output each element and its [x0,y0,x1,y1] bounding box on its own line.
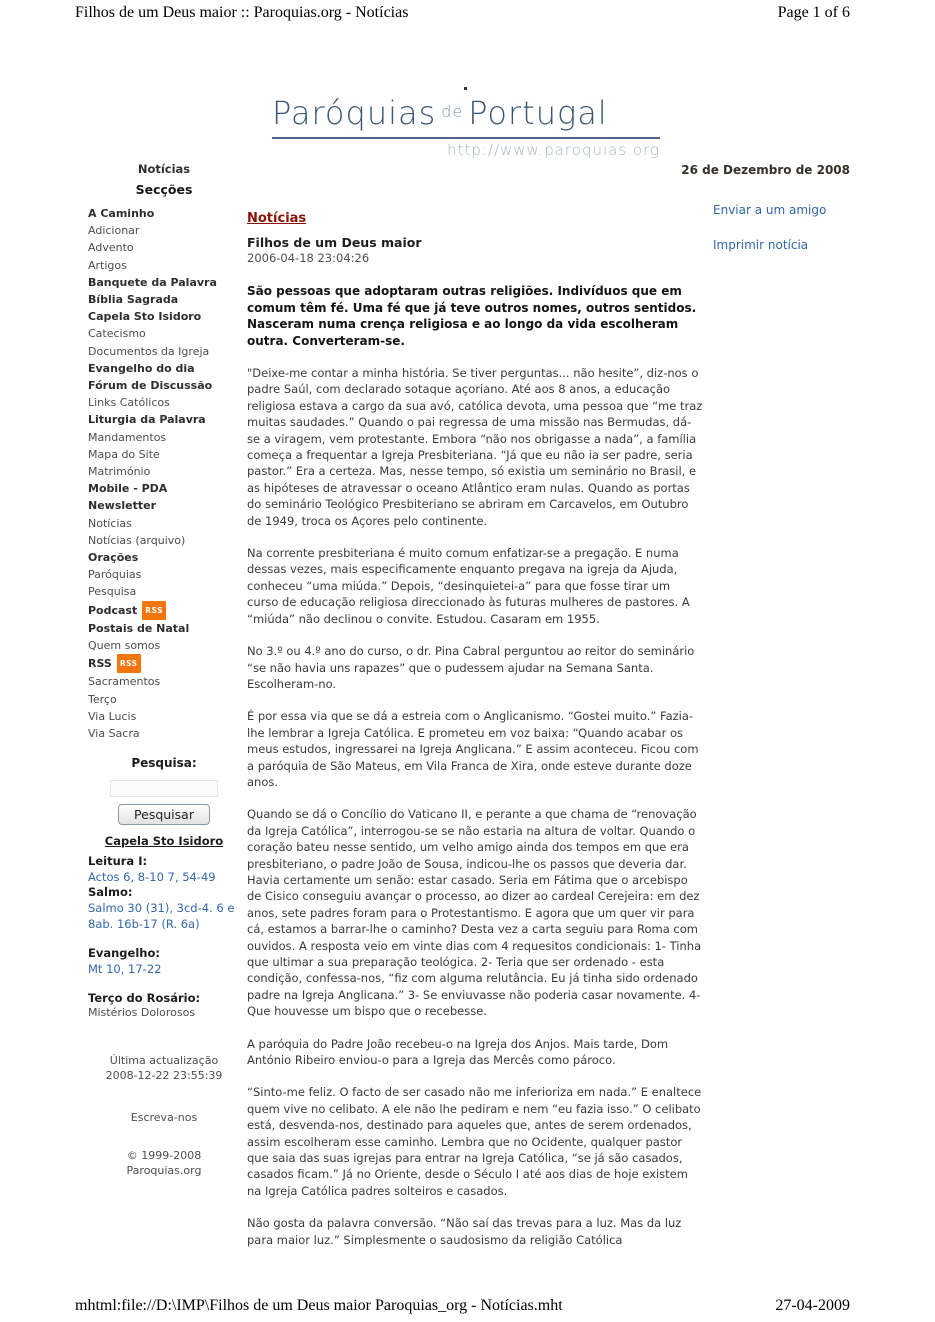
sidebar-item-via-sacra[interactable] [88,725,240,742]
sidebar-item-noticias-arquivo[interactable] [88,532,240,549]
sidebar-nav [88,205,240,742]
sidebar-item-links-catolicos[interactable] [88,394,240,411]
sidebar-item-label: Artigos [88,258,127,272]
sidebar-item-label: Newsletter [88,499,157,513]
sidebar-item-banquete-da-palavra[interactable] [88,274,240,291]
enviar-a-um-amigo-link[interactable]: Enviar a um amigo [713,203,827,217]
site-logo[interactable] [272,96,660,159]
article-paragraph: Na corrente presbiteriana é muito comum enfatizar-se a pregação. E numa dessas vezes, mais especificamente enquanto pregava na igreja da Ajuda, conheceu “uma miúda.” Depois, “desinquietei-a” para que fosse tirar um curso de educação religiosa direccionado às futuras mulheres de pastores. A “miúda” não declinou o convite. Estudou. Casaram em 1955. [247,546,690,626]
print-footer-path: mhtml:file://D:\IMP\Filhos de um Deus maior Paroquias_org - Notícias.mht [75,1297,563,1314]
print-header [75,4,850,22]
sidebar-item-label: Via Lucis [88,709,137,723]
site-logo-text [272,96,660,136]
reading-link-leitura-i[interactable]: Actos 6, 8-10 7, 54-49 [88,870,216,885]
sidebar-item-label: Adicionar [88,224,140,238]
article [247,207,704,1248]
sidebar-item-label: Postais de Natal [88,621,190,635]
search-input[interactable] [110,780,218,797]
sidebar-item-quem-somos[interactable] [88,637,240,654]
sidebar-sections-heading: Secções [135,182,193,197]
sidebar-item-label: Banquete da Palavra [88,275,217,289]
reading-label-salmo: Salmo: [88,885,133,900]
article-paragraph: A paróquia do Padre João recebeu-o na Igreja dos Anjos. Mais tarde, Dom António Ribeiro enviou-o para a Igreja das Mercês como pároco. [247,1036,669,1068]
print-footer [75,1297,850,1315]
article-paragraph: No 3.º ou 4.º ano do curso, o dr. Pina Cabral perguntou ao reitor do seminário “se não havia uns rapazes” que o pudessem ajudar na Semana Santa. Escolheram-no. [247,644,695,691]
sidebar-item-matrimonio[interactable] [88,463,240,480]
article-paragraph: "Deixe-me contar a minha história. Se tiver perguntas... não hesite”, diz-nos o padre Saúl, com declarado sotaque açoriano. Até aos 8 anos, a educação religiosa estava a cargo da sua avó, católica devota, uma pessoa que “me traz muitas saudades.” Quando o pai regressa de uma missão nas Bermudas, dá-se a viragem, vem protestante. Embora “não nos obrigasse a nada”, a família começa a frequentar a Igreja Presbiteriana. “Já que eu não ia ser padre, seria pastor.” Era a certeza. Mas, nesse tempo, só existia um seminário no Brasil, e as hipóteses de atravessar o oceano Atlântico eram nulas. Quando as portas do seminário Teológico Presbiteriano se abriram em Carcavelos, em Outubro de 1949, troca os Açores pelo continente. [247,366,703,528]
article-body [247,365,704,1248]
print-header-title: Filhos de um Deus maior :: Paroquias.org - Notícias [75,4,409,21]
logo-rule [272,137,660,139]
sidebar-item-mobile-pda[interactable] [88,480,240,497]
sidebar-item-adicionar[interactable] [88,222,240,239]
sidebar-item-label: Links Católicos [88,396,170,410]
sidebar-item-artigos[interactable] [88,257,240,274]
sidebar-item-a-caminho[interactable] [88,205,240,222]
sidebar-item-label: Advento [88,241,134,255]
sidebar-item-label: Liturgia da Palavra [88,413,206,427]
sidebar-item-pesquisa[interactable] [88,583,240,600]
sidebar-item-label: Terço [88,692,117,706]
sidebar-item-oracoes[interactable] [88,549,240,566]
article-title: Filhos de um Deus maior [247,235,422,250]
print-header-page-number: Page 1 of 6 [777,4,850,21]
site-url: http://www.paroquias.org [447,141,660,159]
article-datetime: 2006-04-18 23:04:26 [247,251,370,265]
article-lead: São pessoas que adoptaram outras religiões. Indivíduos que em comum têm fé. Uma fé que já teve outros nomes, outros sentidos. Nasceram numa crença religiosa e ao longo da vida escolheram outra. Converteram-se. [247,284,697,348]
sidebar-item-documentos-da-igreja[interactable] [88,343,240,360]
sidebar-item-label: Via Sacra [88,727,140,741]
sidebar-item-label: Documentos da Igreja [88,344,210,358]
sidebar-item-paroquias[interactable] [88,566,240,583]
sidebar-title-noticias[interactable]: Notícias [137,162,191,176]
print-footer-date: 27-04-2009 [775,1297,850,1314]
sidebar-item-liturgia-da-palavra[interactable] [88,411,240,428]
sidebar-item-label: RSS [88,657,112,671]
chapel-readings [88,854,240,977]
sidebar-item-capela-sto-isidoro[interactable] [88,308,240,325]
sidebar-item-evangelho-do-dia[interactable] [88,360,240,377]
contact-link[interactable]: Escreva-nos [130,1111,198,1125]
sidebar-item-forum-de-discussao[interactable] [88,377,240,394]
sidebar-item-via-lucis[interactable] [88,708,240,725]
sidebar-item-label: Pesquisa [88,585,137,599]
sidebar-item-biblia-sagrada[interactable] [88,291,240,308]
copyright-years: © 1999-2008 [126,1149,202,1163]
chapel-title-link[interactable]: Capela Sto Isidoro [104,834,224,849]
sidebar-item-mapa-do-site[interactable] [88,446,240,463]
article-paragraph: É por essa via que se dá a estreia com o Anglicanismo. “Gostei muito.” Fazia-lhe lembrar a Igreja Católica. E prometeu em voz baixa: “Quando acabar os meus estudos, ingressarei na Igreja Anglicana.” E assim aconteceu. Ficou com a paróquia de São Mateus, em Vila Franca de Xira, onde esteve durante doze anos. [247,709,699,789]
sidebar-item-label: Bíblia Sagrada [88,293,179,307]
sidebar-item-terco[interactable] [88,691,240,708]
sidebar-item-sacramentos[interactable] [88,673,240,690]
copyright-site: Paroquias.org [126,1164,202,1178]
logo-word-paroquias: Paróquias [272,94,437,132]
search-label: Pesquisa: [131,756,197,771]
logo-word-portugal: Portugal [468,94,608,132]
sidebar-item-newsletter[interactable] [88,497,240,514]
current-date: 26 de Dezembro de 2008 [681,163,850,177]
sidebar-item-rss[interactable] [88,654,240,673]
rss-feed-icon[interactable]: RSS [142,601,166,620]
article-paragraph: Não gosta da palavra conversão. “Não saí das trevas para a luz. Mas da luz para maior luz.” Simplesmente o saudosismo da religião Católica [247,1216,682,1247]
sidebar-item-catecismo[interactable] [88,325,240,342]
search-button[interactable]: Pesquisar [118,804,210,825]
sidebar-item-label: Sacramentos [88,675,161,689]
article-paragraph: “Sinto-me feliz. O facto de ser casado não me inferioriza em nada.” E enaltece quem vive no celibato. A ele não lhe pediram e nem “eu fazia isso.” O celibato está, desvenda-nos, destinado para aqueles que, antes de serem ordenados, assim escolheram esse caminho. Lembra que no Ocidente, qualquer pastor que saia das suas igrejas para entrar na Igreja Católica, “se já são casados, casados ficam.” Já no Oriente, desde o Século I até aos dias de hoje existem na Igreja Católica padres solteiros e casados. [247,1085,702,1198]
sidebar-item-label: Podcast [88,603,138,617]
sidebar-item-label: Matrimónio [88,465,151,479]
sidebar-item-label: Evangelho do dia [88,361,195,375]
sidebar-item-podcast[interactable] [88,601,240,620]
sidebar-item-noticias[interactable] [88,515,240,532]
noticias-section-link[interactable]: Notícias [247,211,307,226]
sidebar-item-advento[interactable] [88,239,240,256]
sidebar-item-label: Paróquias [88,568,142,582]
reading-link-salmo[interactable]: Salmo 30 (31), 3cd-4. 6 e 8ab. 16b-17 (R. 6a) [88,901,235,932]
last-update-label: Última actualização [109,1054,219,1068]
last-update [88,1053,240,1083]
imprimir-noticia-link[interactable]: Imprimir notícia [713,238,809,252]
sidebar-item-label: Mobile - PDA [88,482,168,496]
rosary-label: Terço do Rosário: [88,991,201,1006]
sidebar-item-label: Fórum de Discussão [88,379,213,393]
sidebar-item-label: Notícias (arquivo) [88,533,186,547]
article-actions [713,203,826,273]
reading-label-leitura-i: Leitura I: [88,854,148,869]
sidebar-item-label: A Caminho [88,207,155,220]
logo-dot-icon [464,87,467,90]
sidebar-item-label: Notícias [88,516,132,530]
sidebar-item-label: Catecismo [88,327,146,341]
article-paragraph: Quando se dá o Concílio do Vaticano II, e perante a que chama de “renovação da Igreja Católica”, interrogou-se se não estaria na altura de voltar. Quando o coração bateu nesse sentido, um velho amigo ainda dos tempos em que era presbiteriano, o padre João de Sousa, indicou-lhe os passos que deveria dar. Havia certamente um senão: estar casado. Seria em Fátima que o arcebispo de Cisico conseguiu avançar o processo, ao dizer ao cardeal Cerejeira: em dez anos, sete padres foram para o Protestantismo. E agora que um quer vir para cá, estamos a barrar-lhe o caminho? Desta vez a carta seguiu para Roma com ouvidos. A resposta veio em vinte dias com 4 requesitos condicionais: 1- Tinha que ultimar a sua preparação teológica. 2- Teria que ser ordenado - esta condição, confessa-nos, “fiz com alguma relutância. Eu já tinha sido ordenado padre na Igreja Anglicana.” 3- Se enviuvasse não poderia casar novamente. 4- Que houvesse um bispo que o recebesse. [247,807,702,1019]
sidebar-item-label: Mapa do Site [88,447,160,461]
sidebar [88,162,240,1178]
sidebar-item-mandamentos[interactable] [88,429,240,446]
reading-label-evangelho: Evangelho: [88,946,160,961]
sidebar-item-label: Mandamentos [88,430,167,444]
logo-word-de: de [441,102,464,121]
last-update-timestamp: 2008-12-22 23:55:39 [105,1069,223,1083]
copyright [88,1148,240,1178]
sidebar-item-postais-de-natal[interactable] [88,620,240,637]
reading-link-evangelho[interactable]: Mt 10, 17-22 [88,962,162,977]
sidebar-item-label: Capela Sto Isidoro [88,310,202,324]
sidebar-item-label: Orações [88,551,139,565]
rosary-value: Mistérios Dolorosos [88,1006,196,1020]
rss-feed-icon[interactable]: RSS [117,654,141,673]
sidebar-item-label: Quem somos [88,639,161,653]
